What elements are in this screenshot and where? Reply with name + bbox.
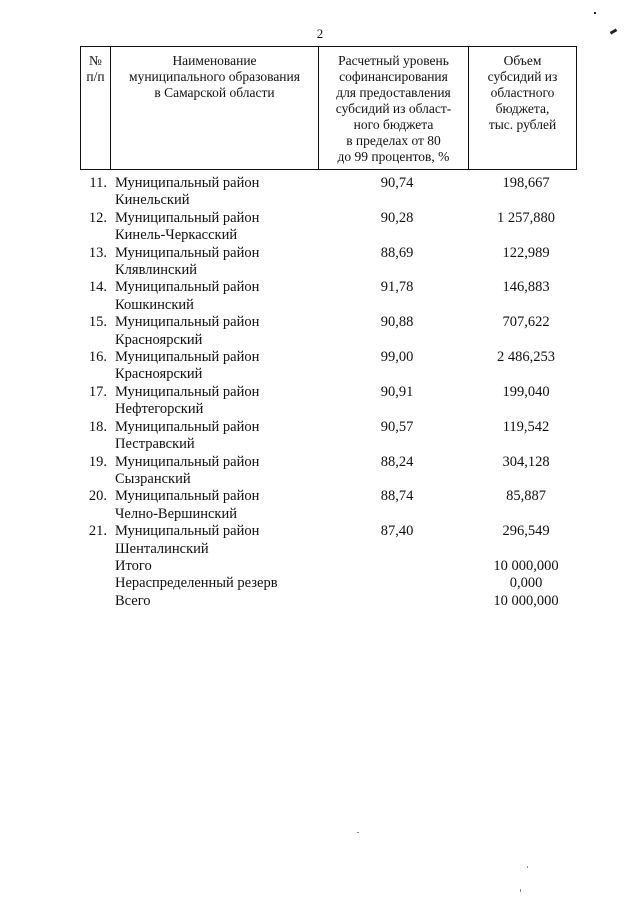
table-row (80, 384, 580, 419)
scan-speck (357, 832, 359, 833)
row-amount: 304,128 (502, 453, 550, 470)
row-amount: 119,542 (502, 418, 550, 435)
grand-total-amount: 10 000,000 (493, 592, 559, 609)
row-level: 90,28 (380, 209, 414, 226)
table-row (80, 488, 580, 523)
row-amount: 199,040 (502, 383, 550, 400)
table-row (80, 523, 580, 558)
table-row (80, 210, 580, 245)
page-number: 2 (316, 26, 324, 41)
scan-speck (527, 866, 528, 868)
row-number: 14. (88, 279, 107, 296)
table-row (80, 279, 580, 314)
reserve-amount: 0,000 (509, 575, 543, 592)
row-level: 90,88 (380, 314, 414, 331)
row-amount: 198,667 (502, 175, 550, 191)
row-amount: 122,989 (502, 244, 550, 261)
row-name: Муниципальный район Челно-Вершинский (115, 488, 260, 522)
row-name: Муниципальный район Кинельский (115, 175, 260, 209)
row-amount: 85,887 (506, 488, 546, 505)
row-level: 90,74 (380, 175, 414, 191)
table-row (80, 314, 580, 349)
table-header (80, 46, 577, 170)
grand-total-row (80, 593, 580, 610)
row-name: Муниципальный район Красноярский (115, 349, 260, 383)
row-name: Муниципальный район Кинель-Черкасский (115, 209, 260, 244)
row-level: 90,57 (380, 418, 414, 435)
total-row (80, 558, 580, 575)
header-num: № п/п (81, 47, 111, 170)
table-row (80, 245, 580, 280)
row-number: 21. (88, 523, 107, 540)
row-number: 16. (88, 349, 107, 366)
table-row (80, 419, 580, 454)
row-number: 15. (88, 314, 107, 331)
row-number: 11. (89, 175, 107, 191)
row-level: 88,24 (380, 453, 414, 470)
row-name: Муниципальный район Красноярский (115, 314, 260, 348)
row-name: Муниципальный район Кошкинский (115, 279, 260, 313)
row-amount: 1 257,880 (497, 209, 555, 226)
row-level: 91,78 (380, 279, 414, 296)
row-level: 87,40 (380, 523, 414, 540)
row-name: Муниципальный район Сызранский (115, 453, 260, 487)
header-name: Наименование муниципального образования в Самарской области (111, 47, 319, 170)
row-name: Муниципальный район Нефтегорский (115, 383, 260, 418)
total-label: Итого (115, 557, 152, 574)
table-body (80, 175, 580, 610)
grand-total-label: Всего (115, 592, 151, 609)
row-number: 19. (88, 453, 107, 470)
row-level: 99,00 (380, 349, 414, 366)
row-number: 18. (88, 418, 107, 435)
row-level: 88,69 (380, 244, 414, 261)
reserve-row (80, 575, 580, 592)
header-amount: Объем субсидий из областного бюджета, тыс. рублей (469, 47, 577, 170)
row-amount: 2 486,253 (497, 349, 555, 366)
row-name: Муниципальный район Пестравский (115, 418, 260, 453)
header-level: Расчетный уровень софинансирования для предоставления субсидий из област- ного бюджета в пределах от 80 до 99 процентов, % (319, 47, 469, 170)
table-row (80, 349, 580, 384)
scan-mark (594, 12, 596, 14)
row-amount: 707,622 (502, 314, 550, 331)
row-name: Муниципальный район Клявлинский (115, 244, 260, 279)
row-name: Муниципальный район Шенталинский (115, 523, 260, 557)
row-level: 90,91 (380, 383, 414, 400)
row-number: 17. (88, 383, 107, 400)
row-level: 88,74 (380, 488, 414, 505)
scan-speck (520, 889, 521, 892)
row-amount: 146,883 (502, 279, 550, 296)
table-row (80, 175, 580, 210)
total-amount: 10 000,000 (493, 557, 559, 574)
row-number: 13. (88, 244, 107, 261)
row-number: 12. (88, 209, 107, 226)
row-number: 20. (88, 488, 107, 505)
reserve-label: Нераспределенный резерв (115, 575, 278, 592)
row-amount: 296,549 (502, 523, 550, 540)
table-row (80, 454, 580, 489)
